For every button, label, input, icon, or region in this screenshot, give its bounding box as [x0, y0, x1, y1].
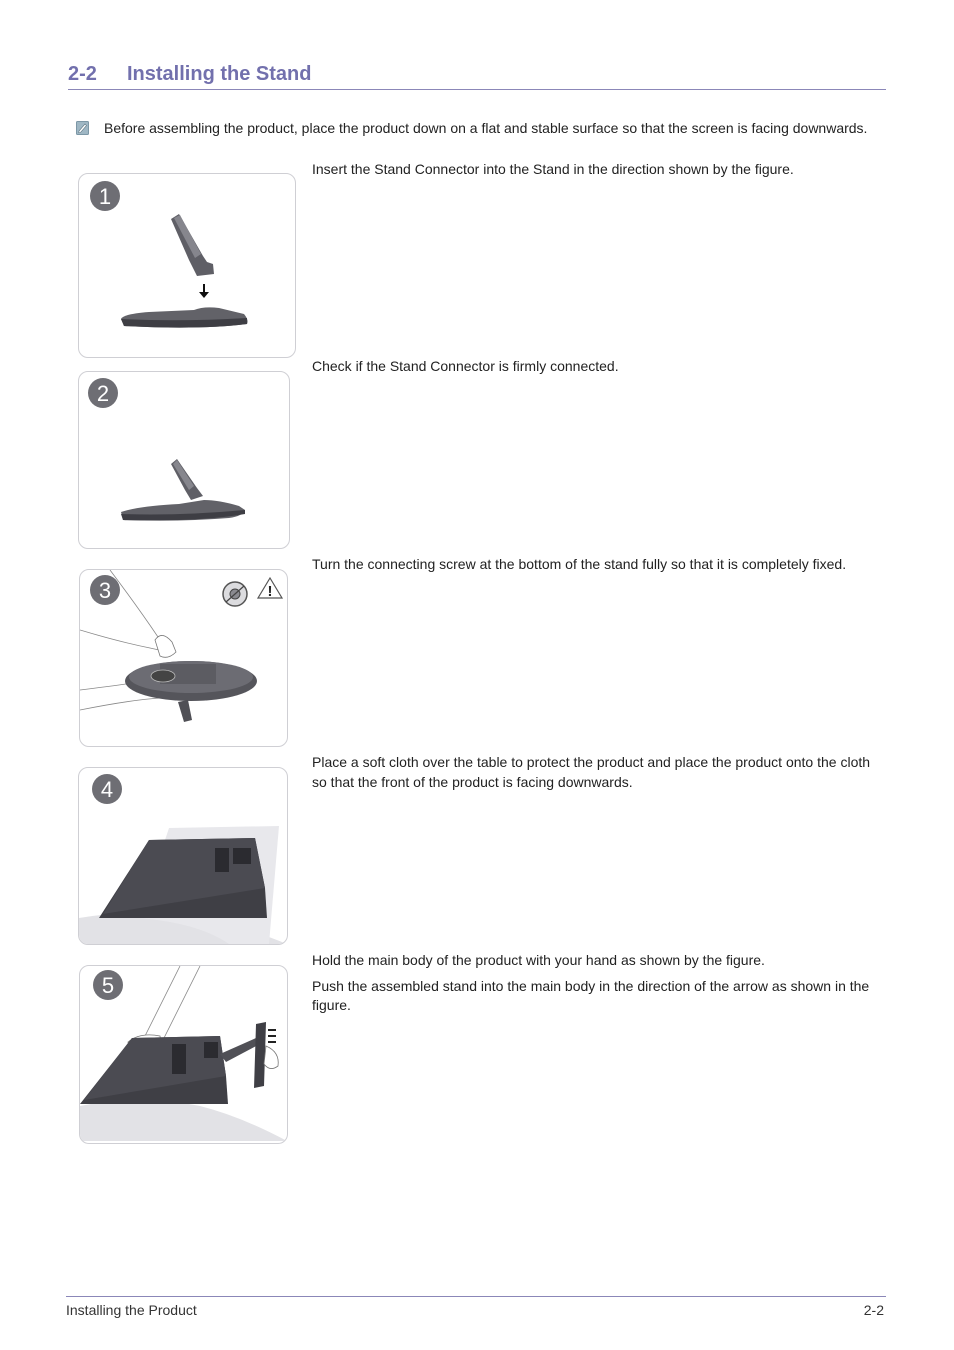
section-number: 2-2	[68, 63, 97, 85]
page-footer	[66, 1296, 886, 1319]
step-5-figure	[79, 965, 288, 1144]
step-1-text	[312, 160, 886, 186]
step-1-line-1: Insert the Stand Connector into the Stand in the direction shown by the figure.	[312, 161, 794, 177]
note	[76, 120, 896, 140]
step-1-badge: 1	[98, 184, 112, 209]
step-2-text	[312, 357, 886, 383]
note-text: Before assembling the product, place the product down on a flat and stable surface so that the screen is facing downwards.	[104, 120, 868, 136]
footer-page-number: 2-2	[863, 1302, 884, 1318]
step-3-line-1: Turn the connecting screw at the bottom of the stand fully so that it is completely fixed.	[312, 556, 847, 572]
step-3-figure	[79, 569, 288, 747]
step-5-line-2: Push the assembled stand into the main body in the direction of the arrow as shown in the figure.	[312, 977, 870, 1013]
step-3-text	[312, 555, 886, 581]
section-heading	[68, 62, 886, 90]
step-4-figure	[78, 767, 288, 945]
step-4-badge: 4	[100, 777, 114, 802]
step-5-line-1: Hold the main body of the product with your hand as shown by the figure.	[312, 952, 765, 968]
step-4-line-1: Place a soft cloth over the table to protect the product and place the product onto the cloth so that the front of the product is facing downwards.	[312, 754, 871, 790]
section-title: Installing the Stand	[127, 63, 312, 85]
step-5-text	[312, 951, 886, 1022]
step-2-badge: 2	[96, 381, 110, 406]
step-1-figure	[78, 173, 296, 358]
footer-section: Installing the Product	[66, 1302, 197, 1318]
step-3-badge: 3	[98, 578, 112, 603]
step-4-text	[312, 753, 886, 798]
step-5-badge: 5	[101, 973, 115, 998]
step-2-line-1: Check if the Stand Connector is firmly connected.	[312, 358, 619, 374]
warning-mark: !	[267, 583, 273, 600]
step-2-figure	[78, 371, 290, 549]
note-pencil-icon	[76, 121, 89, 135]
